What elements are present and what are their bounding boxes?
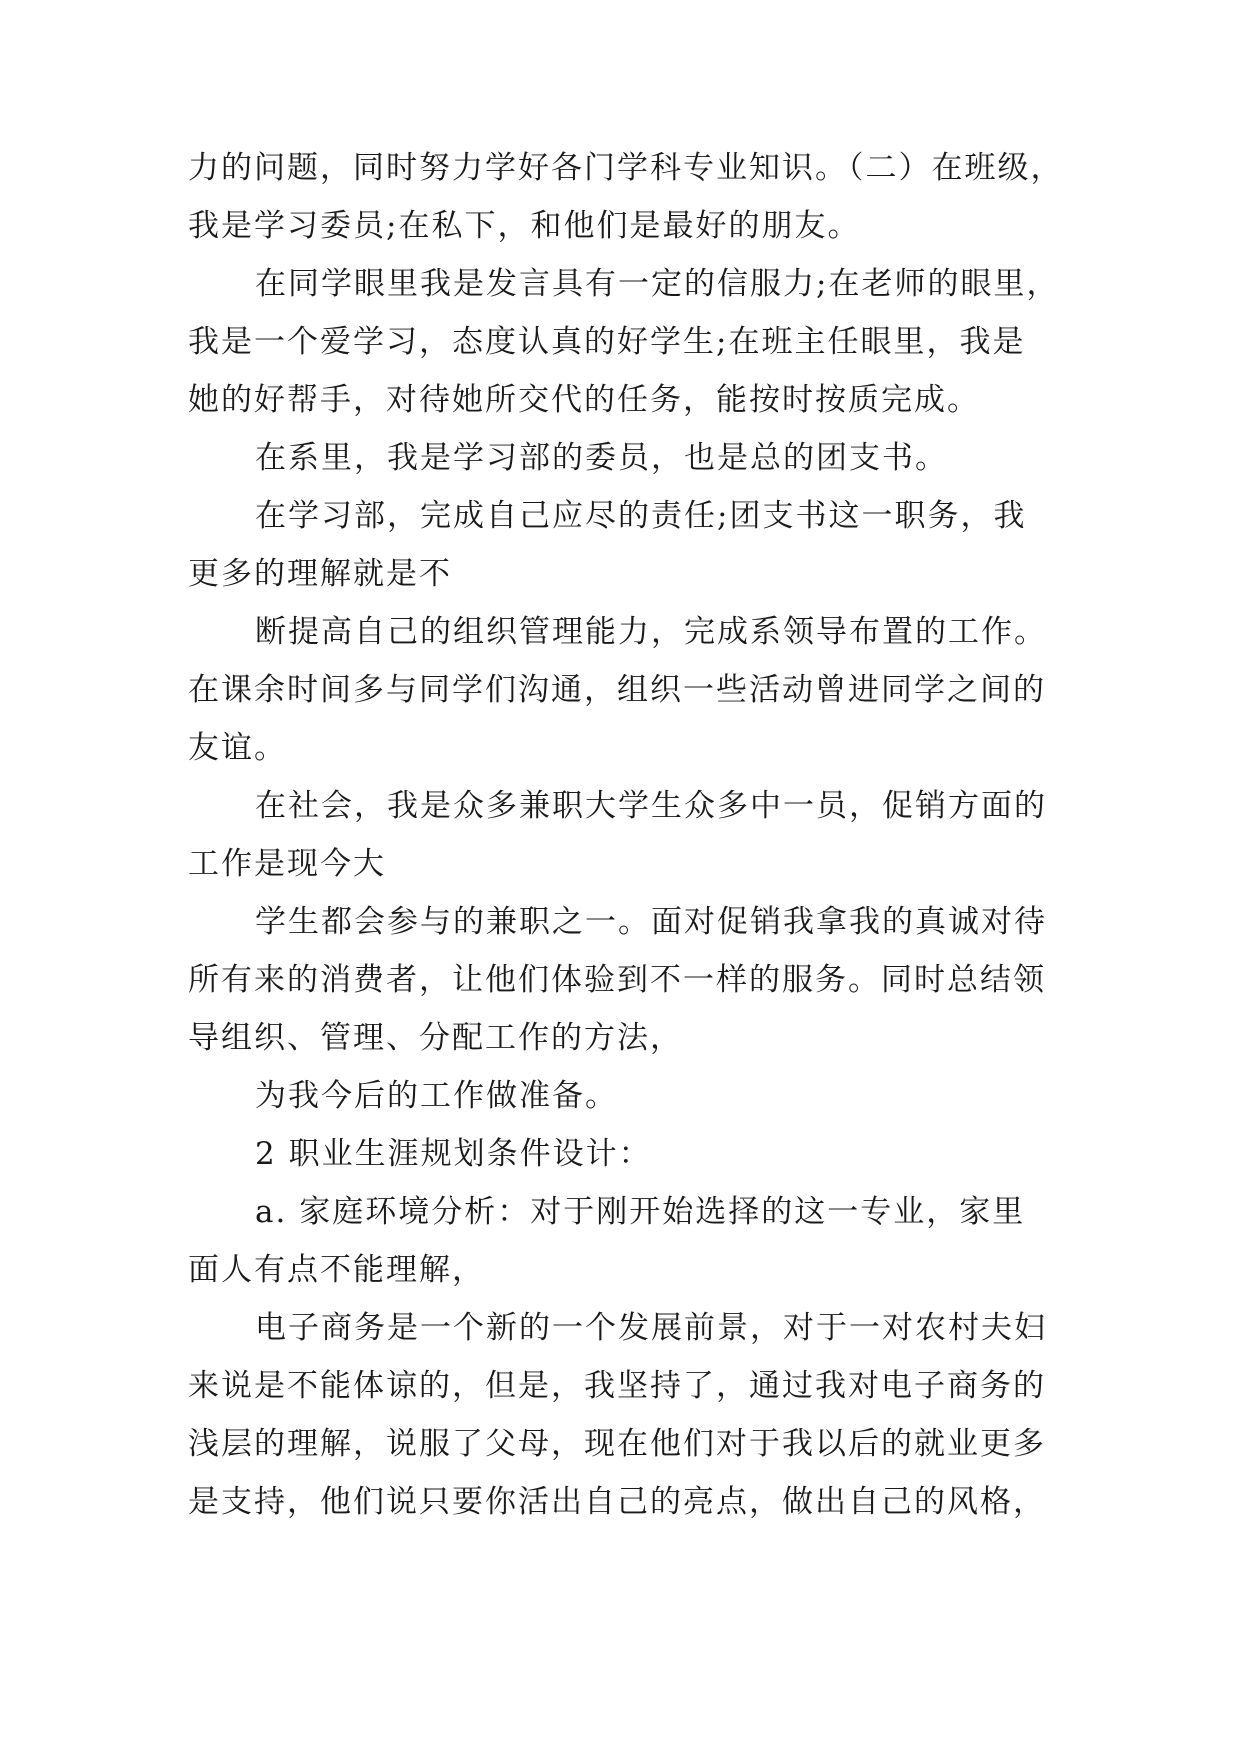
text-line: 她的好帮手，对待她所交代的任务，能按时按质完成。 — [188, 382, 980, 418]
text-line: 在社会，我是众多兼职大学生众多中一员，促销方面的 — [255, 788, 1047, 824]
text-line: 工作是现今大 — [188, 846, 386, 882]
text-line: 力的问题，同时努力学好各门学科专业知识。（二）在班级， — [188, 150, 1064, 186]
text-line: 电子商务是一个新的一个发展前景，对于一对农村夫妇 — [255, 1310, 1047, 1346]
text-line: 导组织、管理、分配工作的方法， — [188, 1020, 683, 1056]
text-line: 面人有点不能理解， — [188, 1252, 485, 1288]
text-line: 浅层的理解，说服了父母，现在他们对于我以后的就业更多 — [188, 1426, 1046, 1462]
text-line: 在同学眼里我是发言具有一定的信服力;在老师的眼里， — [255, 266, 1060, 302]
text-line: a. 家庭环境分析：对于刚开始选择的这一专业，家里 — [255, 1194, 1026, 1230]
text-line: 2 职业生涯规划条件设计： — [255, 1136, 652, 1172]
text-line: 断提高自己的组织管理能力，完成系领导布置的工作。 — [255, 614, 1047, 650]
text-line: 是支持，他们说只要你活出自己的亮点，做出自己的风格， — [188, 1484, 1046, 1520]
text-line: 在课余时间多与同学们沟通，组织一些活动曾进同学之间的 — [188, 672, 1046, 708]
text-line: 来说是不能体谅的，但是，我坚持了，通过我对电子商务的 — [188, 1368, 1046, 1404]
text-line: 所有来的消费者，让他们体验到不一样的服务。同时总结领 — [188, 962, 1046, 998]
text-line: 在学习部，完成自己应尽的责任;团支书这一职务，我 — [255, 498, 1027, 534]
text-line: 在系里，我是学习部的委员，也是总的团支书。 — [255, 440, 948, 476]
text-line: 我是学习委员;在私下，和他们是最好的朋友。 — [188, 208, 861, 244]
text-line: 学生都会参与的兼职之一。面对促销我拿我的真诚对待 — [255, 904, 1047, 940]
text-line: 为我今后的工作做准备。 — [255, 1078, 618, 1114]
text-line: 友谊。 — [188, 730, 287, 766]
text-line: 我是一个爱学习，态度认真的好学生;在班主任眼里，我是 — [188, 324, 1026, 360]
text-line: 更多的理解就是不 — [188, 556, 452, 592]
